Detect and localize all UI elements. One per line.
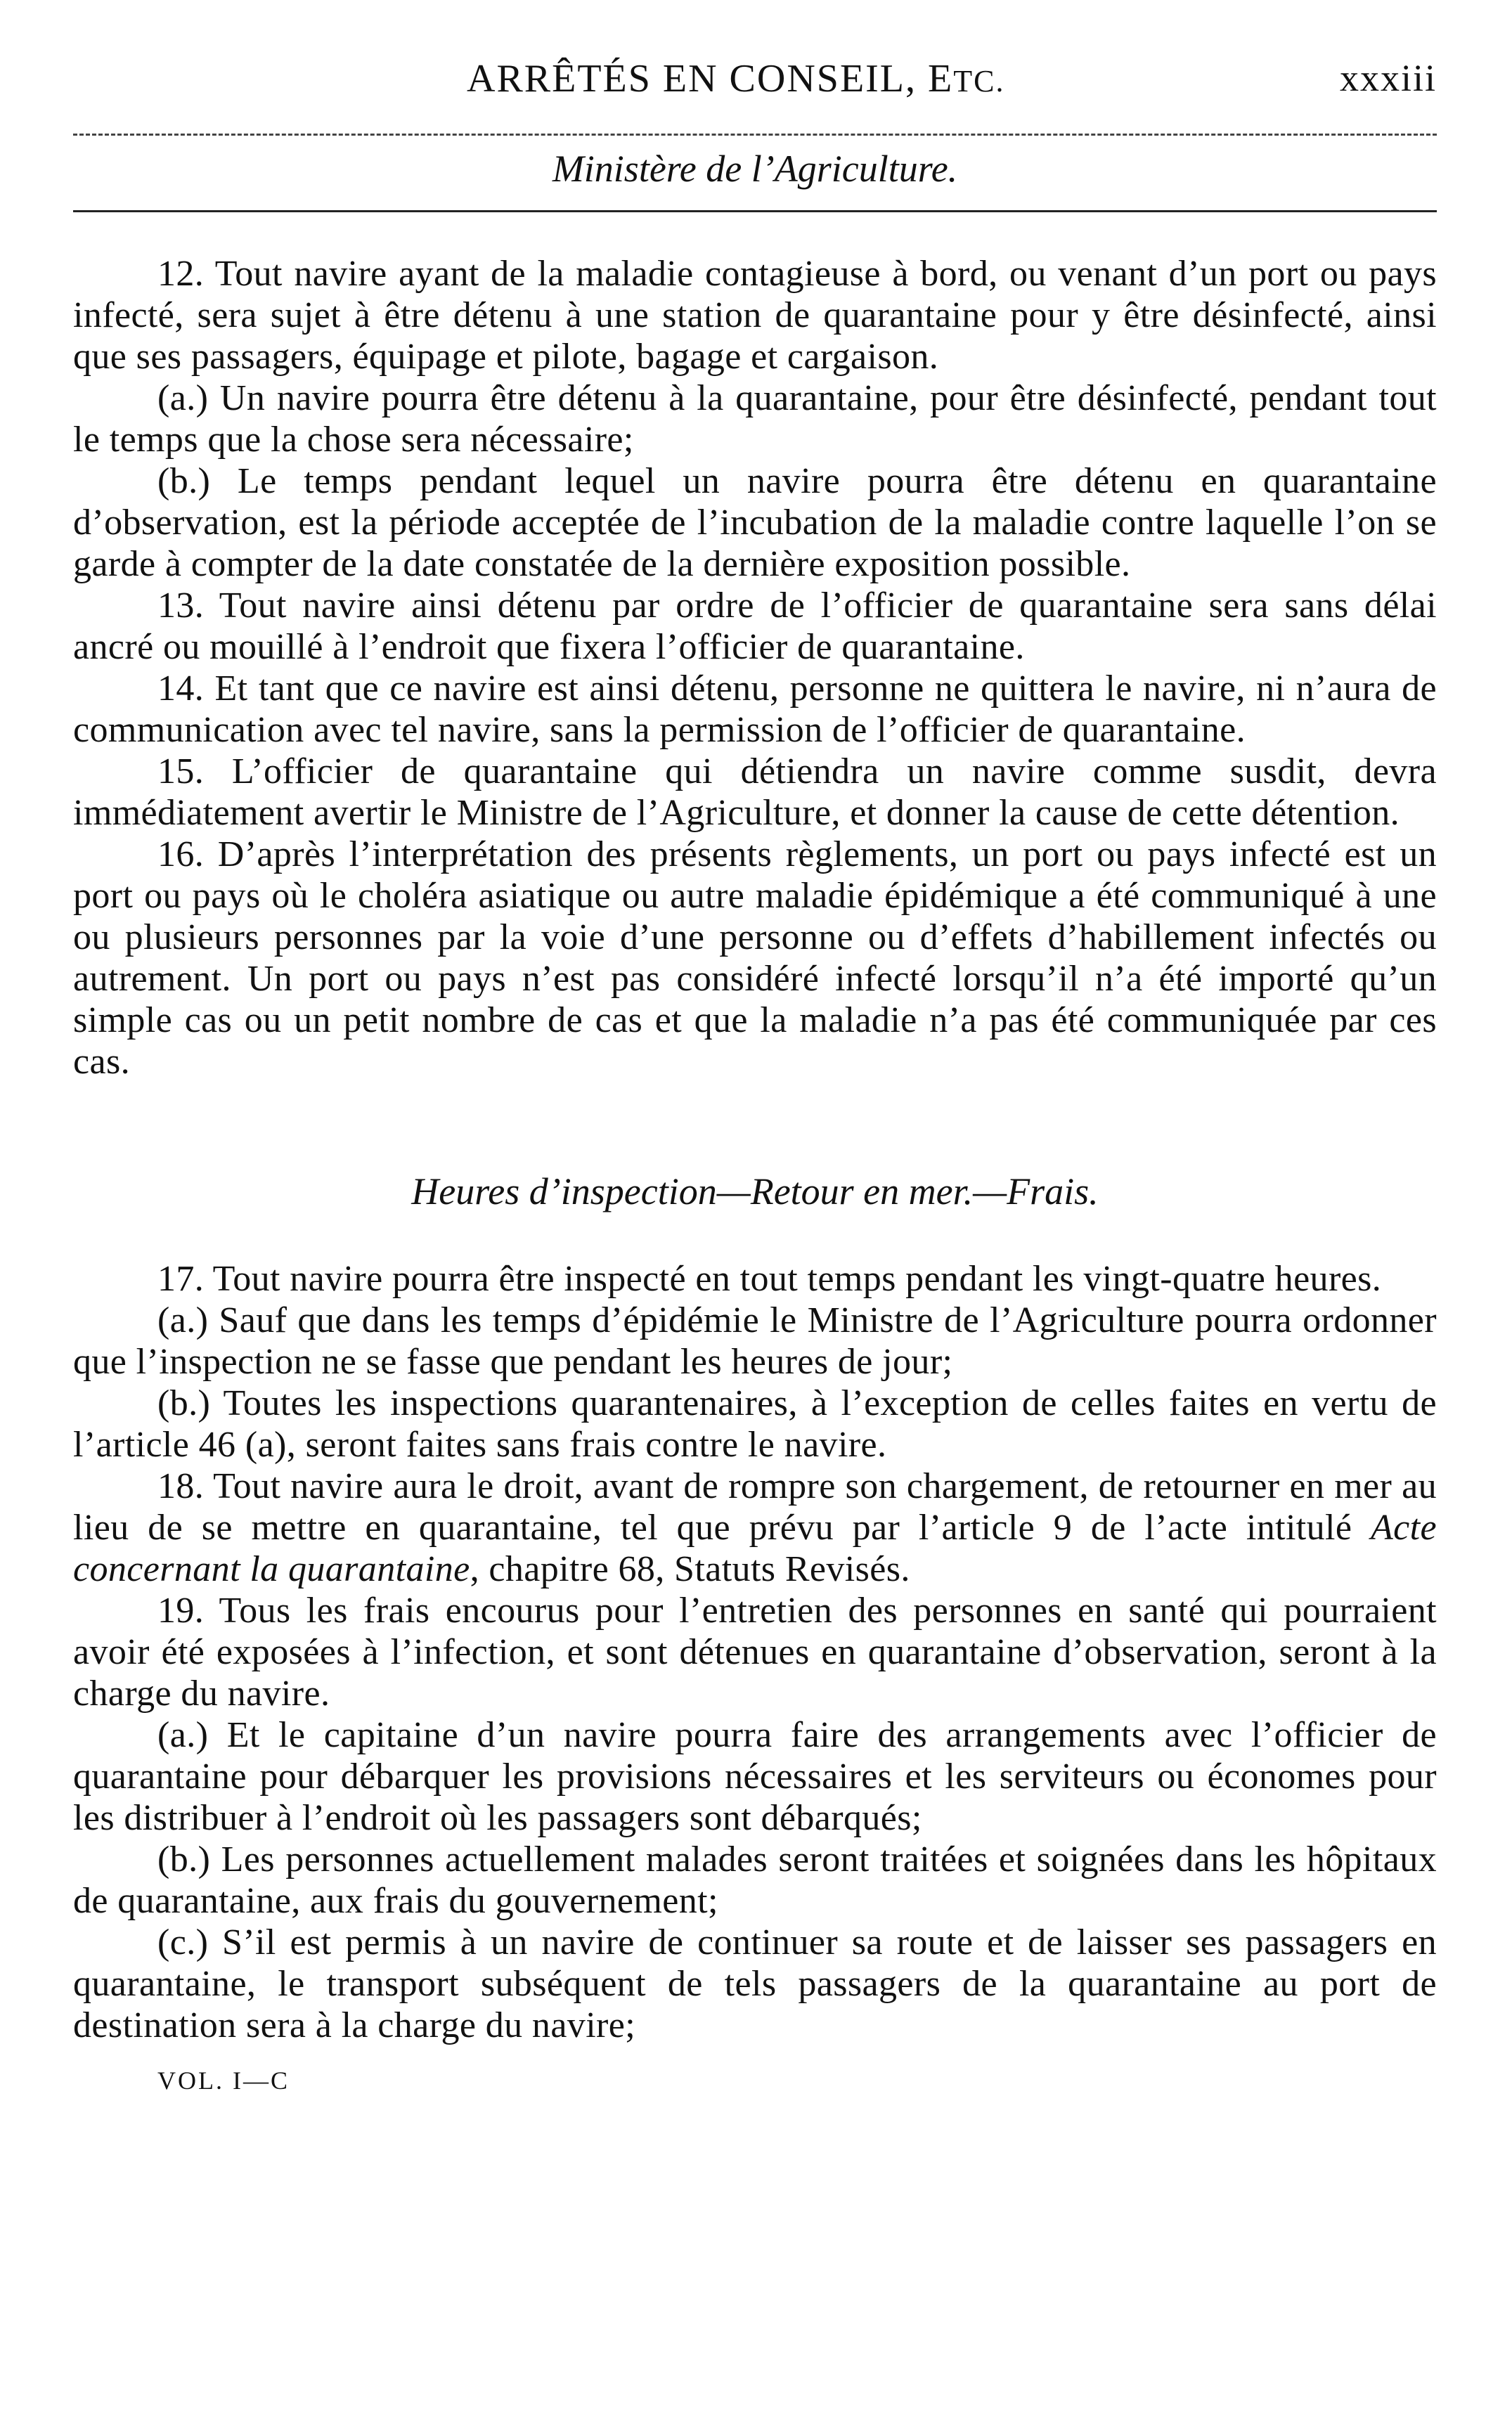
article-18 [73, 1466, 1437, 1590]
article-12-a: (a.) Un navire pourra être détenu à la quarantaine, pour être désinfecté, pendant tout le temps que la chose sera nécessaire; [73, 378, 1437, 460]
section-rule [73, 210, 1437, 212]
article-12-b: (b.) Le temps pendant lequel un navire pourra être détenu en quarantaine d’observation, est la période acceptée de l’incubation de la maladie contre laquelle l’on se garde à compter de la date constatée de la dernière exposition possible. [73, 461, 1437, 584]
article-19-b: (b.) Les personnes actuellement malades seront traitées et soignées dans les hôpitaux de quarantaine, aux frais du gouvernement; [73, 1839, 1437, 1921]
running-title-main: ARRÊTÉS EN CONSEIL, E [467, 57, 954, 101]
article-17-a: (a.) Sauf que dans les temps d’épidémie le Ministre de l’Agriculture pourra ordonner que l’inspection ne se fasse que pendant les heures de jour; [73, 1300, 1437, 1382]
article-17-b: (b.) Toutes les inspections quarantenaires, à l’exception de celles faites en vertu de l’article 46 (a), seront faites sans frais contre le navire. [73, 1383, 1437, 1465]
article-19: 19. Tous les frais encourus pour l’entretien des personnes en santé qui pourraient avoir été exposées à l’infection, et sont détenues en quarantaine d’observation, seront à la charge du navire. [73, 1591, 1437, 1714]
running-title-small-caps: TC. [953, 64, 1005, 98]
article-19-a: (a.) Et le capitaine d’un navire pourra faire des arrangements avec l’officier de quarantaine pour débarquer les provisions nécessaires et les serviteurs ou économes pour les distribuer à l’endroit où les passagers sont débarqués; [73, 1715, 1437, 1838]
running-title [467, 56, 1004, 101]
document-page [73, 42, 1437, 2095]
article-16: 16. D’après l’interprétation des présents règlements, un port ou pays infecté est un port ou pays où le choléra asiatique ou autre maladie épidémique a été communiqué à une ou plusieurs personnes par la voie d’une personne ou d’effets d’habillement infectés ou autrement. Un port ou pays n’est pas considéré infecté lorsqu’il n’a été importé qu’un simple cas ou un petit nombre de cas et que la maladie n’a pas été communiquée par ces cas. [73, 834, 1437, 1082]
section-title-inspection: Heures d’inspection—Retour en mer.—Frais. [411, 1170, 1099, 1212]
article-13: 13. Tout navire ainsi détenu par ordre de l’officier de quarantaine sera sans délai ancré ou mouillé à l’endroit que fixera l’officier de quarantaine. [73, 586, 1437, 667]
article-12: 12. Tout navire ayant de la maladie contagieuse à bord, ou venant d’un port ou pays infecté, sera sujet à être détenu à une station de quarantaine pour y être désinfecté, ainsi que ses passagers, équipage et pilote, bagage et cargaison. [73, 254, 1437, 377]
signature-mark: VOL. I—C [157, 2066, 290, 2095]
section-title-ministere: Ministère de l’Agriculture. [552, 148, 958, 190]
article-18-text-end: , chapitre 68, Statuts Revisés. [470, 1549, 910, 1589]
running-head [73, 42, 1437, 105]
page-number: xxxiii [1339, 57, 1437, 99]
article-18-text-start: 18. Tout navire aura le droit, avant de rompre son chargement, de retourner en mer au lieu de se mettre en quarantaine, tel que prévu par l’article 9 de l’acte intitulé [73, 1466, 1437, 1548]
article-17: 17. Tout navire pourra être inspecté en tout temps pendant les vingt-quatre heures. [157, 1259, 1382, 1299]
article-14: 14. Et tant que ce navire est ainsi détenu, personne ne quittera le navire, ni n’aura de communication avec tel navire, sans la permission de l’officier de quarantaine. [73, 668, 1437, 750]
act-title: Acte concernant la quarantaine [73, 1508, 1437, 1589]
article-19-c: (c.) S’il est permis à un navire de continuer sa route et de laisser ses passagers en quarantaine, le transport subséquent de tels passagers de la quarantaine au port de destination sera à la charge du navire; [73, 1922, 1437, 2045]
header-rule [73, 134, 1437, 136]
article-15: 15. L’officier de quarantaine qui détiendra un navire comme susdit, devra immédiatement avertir le Ministre de l’Agriculture, et donner la cause de cette détention. [73, 751, 1437, 833]
